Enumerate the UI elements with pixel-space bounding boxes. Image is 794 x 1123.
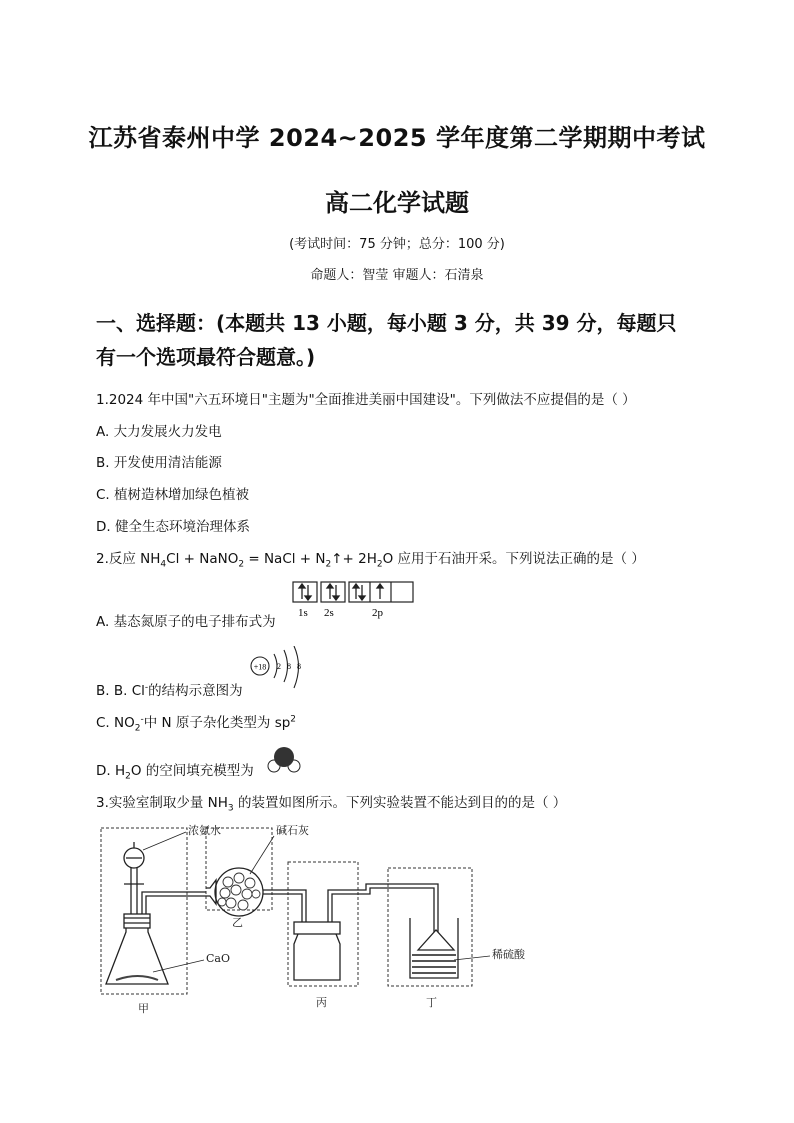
q1-option-a: A. 大力发展火力发电 xyxy=(96,424,222,440)
q3-stem-text: 3.实验室制取少量 NH xyxy=(96,795,228,811)
orbital-box-1s xyxy=(293,582,317,602)
q2-stem-text: ↑+ 2H xyxy=(331,551,377,567)
q1-option-b: B. 开发使用清洁能源 xyxy=(96,455,222,471)
q2-option-b xyxy=(96,679,243,699)
section-heading-line2: 有一个选项最符合题意。) xyxy=(96,345,316,369)
section-heading xyxy=(96,306,706,374)
q2-stem-text: = NaCl + N xyxy=(244,551,326,567)
q2-optc-text: 中 N 原子杂化类型为 sp xyxy=(143,715,291,731)
q2-stem-text: 2.反应 NH xyxy=(96,551,161,567)
q2-stem-text: Cl + NaNO xyxy=(166,551,239,567)
q2-optc-sup: - xyxy=(140,714,144,725)
q1-option-d: D. 健全生态环境治理体系 xyxy=(96,519,250,535)
q2-optd-sub: 2 xyxy=(125,771,131,782)
nucleus-charge: +18 xyxy=(253,662,267,672)
q2-optb-sup: - xyxy=(144,682,149,693)
cl-ion-structure-diagram xyxy=(248,646,312,692)
q2-optc-text: C. NO xyxy=(96,715,135,731)
orbital-label-2p: 2p xyxy=(372,607,383,619)
label-conc-ammonia: 浓氨水 xyxy=(188,824,221,837)
orbital-label-1s: 1s xyxy=(298,607,308,619)
label-soda-lime: 碱石灰 xyxy=(276,824,309,837)
label-cao: CaO xyxy=(206,952,230,965)
q2-optb-text: B. B. Cl xyxy=(96,683,145,699)
q2-optc-sub: 2 xyxy=(134,723,141,734)
q2-sub: 2 xyxy=(238,559,245,570)
q2-option-a: A. 基态氮原子的电子排布式为 xyxy=(96,614,276,630)
water-space-filling-model xyxy=(266,744,302,776)
orbital-box-2s xyxy=(321,582,345,602)
q2-optb-text: 的结构示意图为 xyxy=(148,683,243,699)
exam-info: (考试时间：75 分钟；总分：100 分) xyxy=(289,237,505,252)
label-jia: 甲 xyxy=(138,1002,149,1015)
shell-count-2: 8 xyxy=(287,662,291,671)
q2-option-c xyxy=(96,711,296,734)
label-dilute-acid: 稀硫酸 xyxy=(492,948,525,961)
box-jia xyxy=(101,828,187,994)
q2-option-d xyxy=(96,759,254,782)
orbital-label-2s: 2s xyxy=(324,607,334,619)
q2-optc-sup: 2 xyxy=(290,714,297,725)
q3-stem-text: 的装置如图所示。下列实验装置不能达到目的的是（ ） xyxy=(233,795,567,811)
q2-sub: 2 xyxy=(325,559,332,570)
exam-authors: 命题人：智莹 审题人：石清泉 xyxy=(310,268,484,283)
q1-stem: 1.2024 年中国"六五环境日"主题为"全面推进美丽中国建设"。下列做法不应提倡的是（ ） xyxy=(96,392,636,408)
q2-sub: 4 xyxy=(160,559,167,570)
orbital-diagram xyxy=(292,580,416,622)
shell-count-3: 8 xyxy=(297,662,301,671)
label-yi: 乙 xyxy=(232,916,243,929)
section-heading-line1: 一、选择题：(本题共 13 小题，每小题 3 分，共 39 分，每题只 xyxy=(96,311,677,335)
box-ding xyxy=(388,868,472,986)
q2-stem-text: O 应用于石油开采。下列说法正确的是（ ） xyxy=(382,551,645,567)
exam-subtitle: 高二化学试题 xyxy=(325,189,469,217)
q3-stem xyxy=(96,791,566,814)
exam-title: 江苏省泰州中学 2024~2025 学年度第二学期期中考试 xyxy=(88,124,706,152)
label-ding: 丁 xyxy=(426,996,437,1009)
shell-count-1: 2 xyxy=(277,662,281,671)
q2-stem xyxy=(96,547,645,570)
q2-sub: 2 xyxy=(376,559,383,570)
apparatus-diagram xyxy=(98,822,548,1022)
label-bing: 丙 xyxy=(316,996,327,1009)
q2-optd-text: D. H xyxy=(96,763,126,779)
q2-optd-text: O 的空间填充模型为 xyxy=(130,763,254,779)
q3-sub: 3 xyxy=(227,803,234,814)
q1-option-c: C. 植树造林增加绿色植被 xyxy=(96,487,250,503)
